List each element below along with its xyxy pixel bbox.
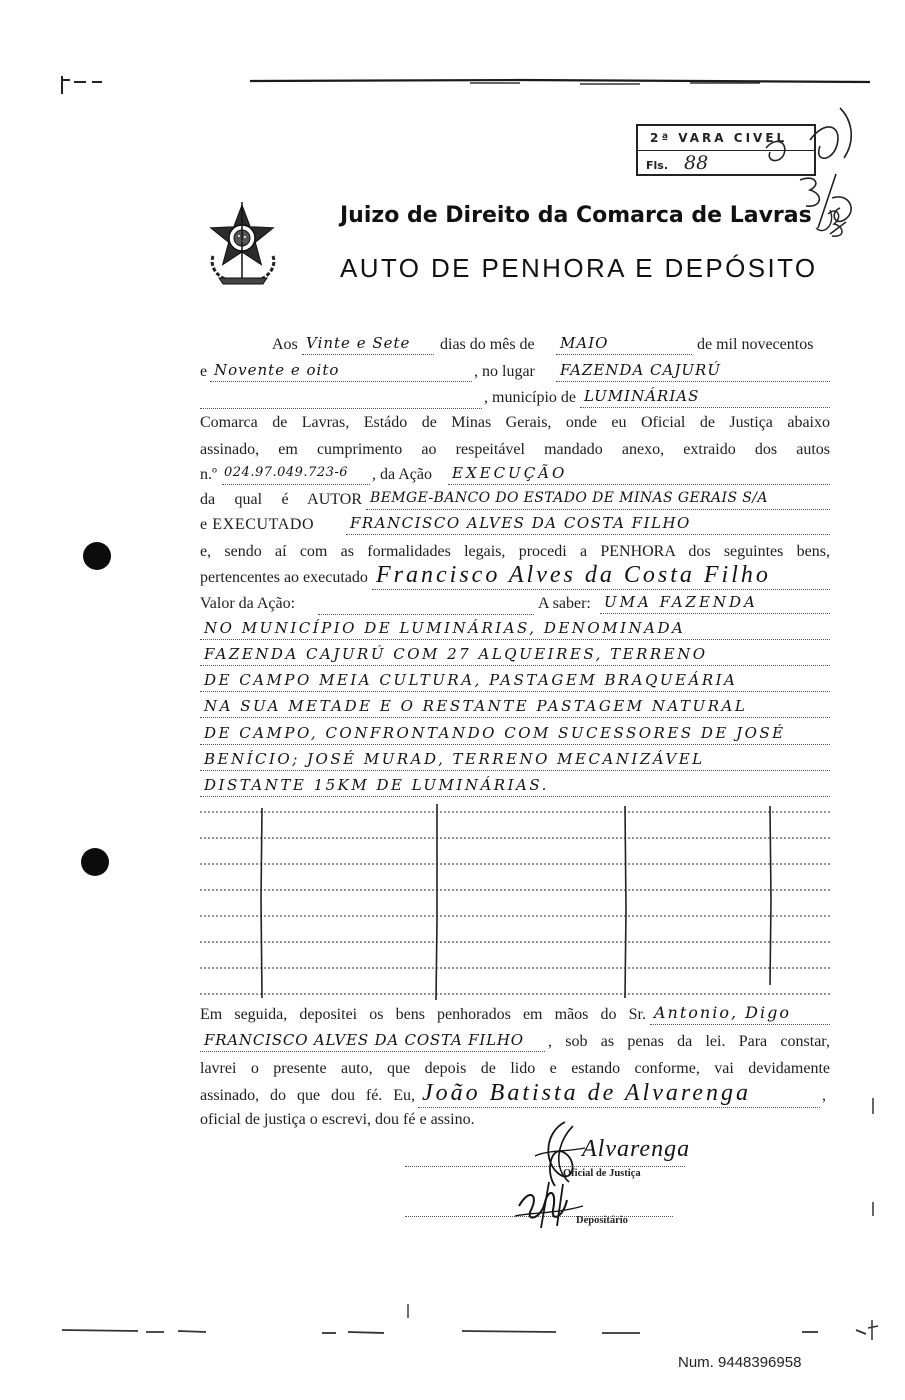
text-penhora: e, sendo aí com as formalidades legais, procedi a PENHORA dos seguintes bens, (200, 543, 830, 560)
coat-of-arms-icon (205, 198, 281, 288)
label-autor: da qual é AUTOR (200, 491, 362, 508)
signature-official: Alvarenga (582, 1136, 691, 1162)
field-case-number: 024.97.049.723-6 (222, 463, 370, 485)
label-oficial-justica: Oficial de Justiça (563, 1168, 641, 1179)
goods-line: DE CAMPO, CONFRONTANDO COM SUCESSORES DE JOSÉ (200, 723, 830, 745)
goods-line: DE CAMPO MEIA CULTURA, PASTAGEM BRAQUEÁRIA (200, 670, 830, 692)
label-e: e (200, 363, 208, 380)
label-valor-acao: Valor da Ação: (200, 595, 296, 612)
text-assinado: assinado, em cumprimento ao respeitável mandado anexo, extraido dos autos (200, 441, 830, 458)
text-em-seguida: Em seguida, depositei os bens penhorados em mãos do Sr. (200, 1006, 646, 1023)
label-da-acao: , da Ação (372, 466, 432, 483)
label-no-lugar: , no lugar (474, 363, 535, 380)
field-depositary-name: FRANCISCO ALVES DA COSTA FILHO (200, 1030, 545, 1052)
text-sob-penas: , sob as penas da lei. Para constar, (548, 1033, 830, 1050)
stamp-folio-label: Fls. (646, 159, 669, 172)
blank-valor (318, 594, 534, 615)
court-title: Juizo de Direito da Comarca de Lavras (340, 203, 812, 228)
field-defendant: FRANCISCO ALVES DA COSTA FILHO (346, 513, 830, 535)
stamp-court-name: 2ª VARA CIVEL (638, 126, 814, 151)
label-executado: e EXECUTADO (200, 516, 315, 533)
goods-table-lines (195, 800, 835, 1005)
document-subtitle: AUTO DE PENHORA E DEPÓSITO (340, 253, 818, 283)
field-plaintiff: BEMGE-BANCO DO ESTADO DE MINAS GERAIS S/A (366, 488, 830, 510)
text-comarca: Comarca de Lavras, Estádo de Minas Gerais, onde eu Oficial de Justiça abaixo (200, 414, 830, 431)
field-day: Vinte e Sete (302, 333, 434, 355)
label-municipio: , município de (484, 389, 576, 406)
field-clerk: João Batista de Alvarenga (418, 1080, 820, 1108)
punch-hole (83, 542, 111, 570)
signature-depositary-strokes (505, 1176, 595, 1236)
bottom-scan-dashes (0, 1300, 905, 1350)
field-municipality: LUMINÁRIAS (580, 386, 830, 408)
text-oficial: oficial de justiça o escrevi, dou fé e assino. (200, 1111, 475, 1128)
stamp-folio-number: 88 (684, 152, 709, 174)
document-number: Num. 9448396958 (678, 1354, 802, 1371)
punch-hole (81, 848, 109, 876)
text-lavrei: lavrei o presente auto, que depois de lido e estando conforme, vai devidamente (200, 1060, 830, 1077)
label-numero: n.º (200, 466, 217, 483)
field-goods-intro: UMA FAZENDA (600, 592, 830, 614)
punctuation-comma: , (822, 1087, 826, 1104)
label-mil-novecentos: de mil novecentos (697, 336, 814, 353)
blank-line (200, 388, 482, 409)
title-scribble (822, 204, 862, 244)
field-month: MAIO (556, 333, 692, 355)
goods-line: DISTANTE 15KM DE LUMINÁRIAS. (200, 775, 830, 797)
label-a-saber: A saber: (538, 595, 591, 612)
label-depositario: Depositário (576, 1215, 628, 1226)
goods-line: NA SUA METADE E O RESTANTE PASTAGEM NATURAL (200, 696, 830, 718)
goods-line: NO MUNICÍPIO DE LUMINÁRIAS, DENOMINADA (200, 618, 830, 640)
label-aos: Aos (272, 336, 298, 353)
top-scan-line (0, 70, 905, 100)
field-place: FAZENDA CAJURÚ (556, 360, 830, 382)
field-action: EXECUÇÃO (448, 463, 830, 485)
text-assinado-fe: assinado, do que dou fé. Eu, (200, 1087, 415, 1104)
field-year: Novente e oito (210, 360, 472, 382)
label-pertencentes: pertencentes ao executado (200, 569, 368, 586)
goods-line: BENÍCIO; JOSÉ MURAD, TERRENO MECANIZÁVEL (200, 749, 830, 771)
goods-line: FAZENDA CAJURÚ COM 27 ALQUEIRES, TERRENO (200, 644, 830, 666)
field-owner: Francisco Alves da Costa Filho (372, 562, 830, 590)
field-depositary: Antonio, Digo (650, 1003, 830, 1025)
label-dias-do-mes: dias do mês de (440, 336, 535, 353)
